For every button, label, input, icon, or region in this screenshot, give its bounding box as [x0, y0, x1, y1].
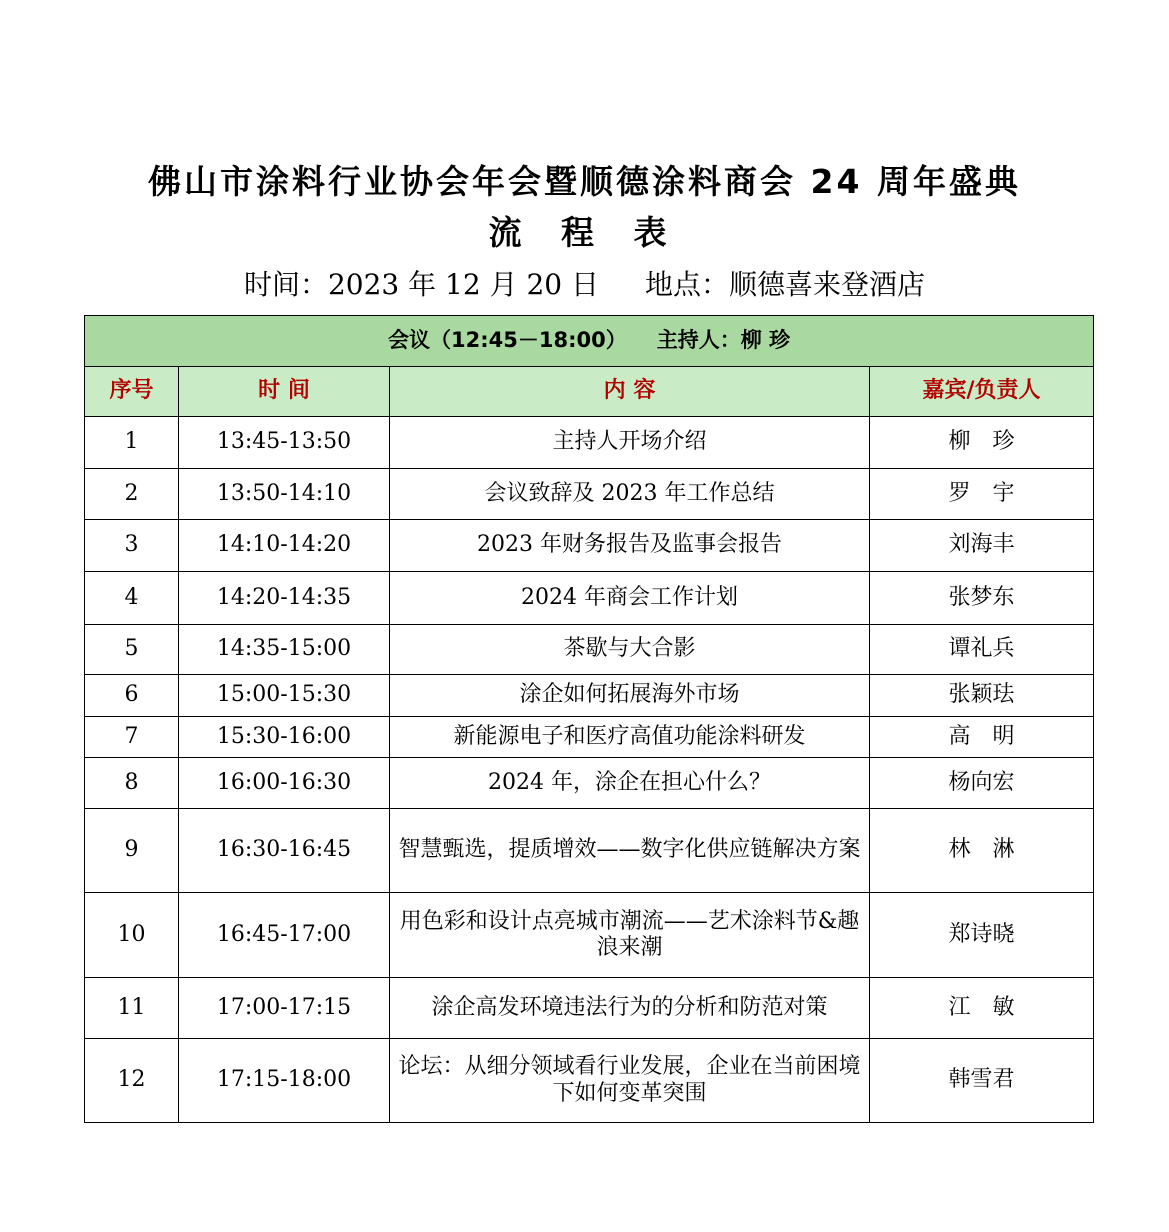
row-content: 新能源电子和医疗高值功能涂料研发 [390, 717, 870, 758]
schedule-subtitle: 流 程 表 [488, 213, 681, 252]
row-time: 14:35-15:00 [179, 625, 390, 675]
row-time: 16:45-17:00 [179, 893, 390, 978]
header-person: 嘉宾/负责人 [870, 367, 1094, 417]
row-time: 14:10-14:20 [179, 520, 390, 572]
row-person: 罗 宇 [870, 469, 1094, 520]
session-time: 会议（12:45－18:00） [388, 328, 627, 353]
row-person: 谭礼兵 [870, 625, 1094, 675]
event-meta [0, 263, 1169, 303]
session-host: 主持人：柳 珍 [656, 328, 791, 353]
row-person: 郑诗晓 [870, 893, 1094, 978]
table-row [85, 417, 1094, 469]
row-content: 用色彩和设计点亮城市潮流——艺术涂料节&趣浪来潮 [390, 893, 870, 978]
row-time: 15:30-16:00 [179, 717, 390, 758]
schedule-table [84, 315, 1094, 1123]
row-person: 高 明 [870, 717, 1094, 758]
table-row [85, 893, 1094, 978]
row-no: 8 [85, 758, 179, 809]
table-row [85, 1039, 1094, 1123]
row-content: 会议致辞及 2023 年工作总结 [390, 469, 870, 520]
table-row [85, 572, 1094, 625]
table-row [85, 675, 1094, 717]
header-row [85, 367, 1094, 417]
row-person: 韩雪君 [870, 1039, 1094, 1123]
table-row [85, 758, 1094, 809]
header-content: 内 容 [390, 367, 870, 417]
row-no: 3 [85, 520, 179, 572]
row-no: 1 [85, 417, 179, 469]
banner-row [85, 316, 1094, 367]
row-time: 16:30-16:45 [179, 809, 390, 893]
row-no: 11 [85, 978, 179, 1039]
row-no: 4 [85, 572, 179, 625]
row-time: 15:00-15:30 [179, 675, 390, 717]
row-content: 涂企如何拓展海外市场 [390, 675, 870, 717]
row-person: 林 淋 [870, 809, 1094, 893]
row-content: 茶歇与大合影 [390, 625, 870, 675]
row-no: 12 [85, 1039, 179, 1123]
row-time: 17:15-18:00 [179, 1039, 390, 1123]
row-no: 10 [85, 893, 179, 978]
row-content: 2024 年商会工作计划 [390, 572, 870, 625]
row-no: 6 [85, 675, 179, 717]
row-no: 5 [85, 625, 179, 675]
row-time: 14:20-14:35 [179, 572, 390, 625]
event-time: 时间：2023 年 12 月 20 日 [243, 268, 599, 301]
row-person: 张梦东 [870, 572, 1094, 625]
row-time: 13:45-13:50 [179, 417, 390, 469]
event-place: 地点：顺德喜来登酒店 [645, 268, 926, 301]
row-content: 论坛：从细分领域看行业发展，企业在当前困境下如何变革突围 [390, 1039, 870, 1123]
row-no: 7 [85, 717, 179, 758]
row-no: 2 [85, 469, 179, 520]
session-banner [85, 316, 1094, 367]
row-content: 2023 年财务报告及监事会报告 [390, 520, 870, 572]
row-person: 刘海丰 [870, 520, 1094, 572]
table-row [85, 809, 1094, 893]
row-time: 13:50-14:10 [179, 469, 390, 520]
table-row [85, 625, 1094, 675]
row-person: 张颖珐 [870, 675, 1094, 717]
table-row [85, 978, 1094, 1039]
row-time: 17:00-17:15 [179, 978, 390, 1039]
row-time: 16:00-16:30 [179, 758, 390, 809]
row-content: 智慧甄选，提质增效——数字化供应链解决方案 [390, 809, 870, 893]
event-title: 佛山市涂料行业协会年会暨顺德涂料商会 24 周年盛典 [148, 162, 1021, 201]
row-person: 柳 珍 [870, 417, 1094, 469]
row-person: 江 敏 [870, 978, 1094, 1039]
header-no: 序号 [85, 367, 179, 417]
table-row [85, 469, 1094, 520]
row-content: 涂企高发环境违法行为的分析和防范对策 [390, 978, 870, 1039]
header-time: 时 间 [179, 367, 390, 417]
row-content: 2024 年，涂企在担心什么？ [390, 758, 870, 809]
table-row [85, 717, 1094, 758]
row-no: 9 [85, 809, 179, 893]
row-content: 主持人开场介绍 [390, 417, 870, 469]
row-person: 杨向宏 [870, 758, 1094, 809]
table-row [85, 520, 1094, 572]
